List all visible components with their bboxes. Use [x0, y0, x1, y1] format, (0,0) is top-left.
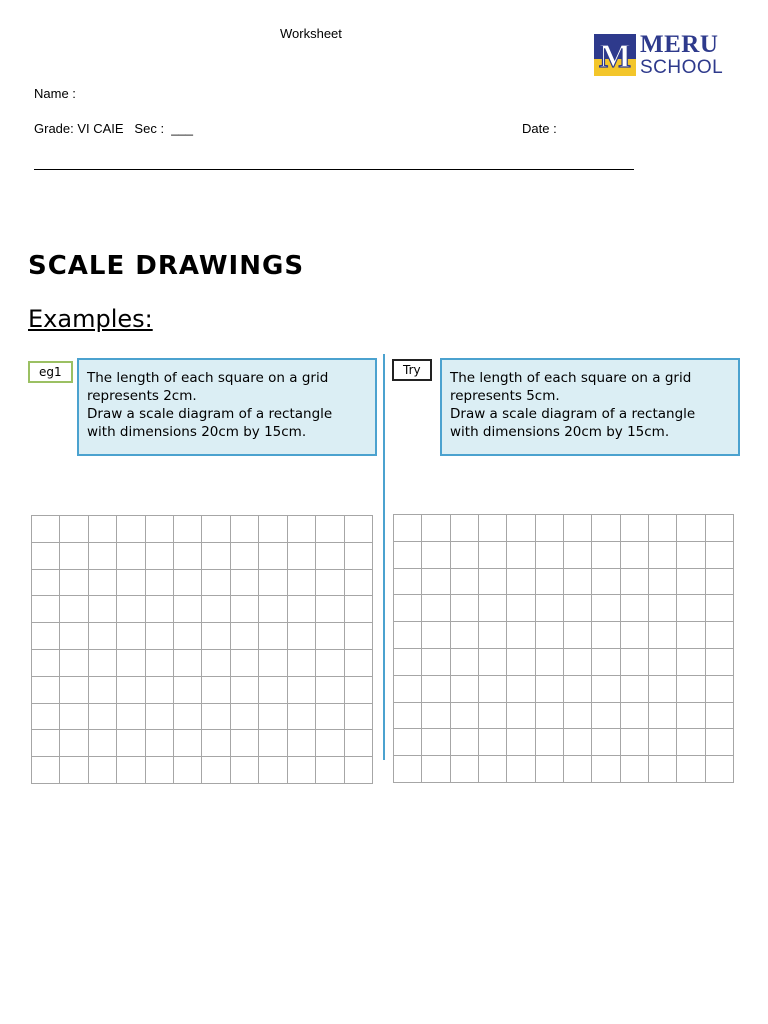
grid-cell — [706, 676, 734, 703]
grid-cell — [316, 677, 344, 704]
grid-cell — [259, 650, 287, 677]
grid-cell — [345, 623, 373, 650]
page-title: SCALE DRAWINGS — [28, 251, 305, 281]
grid-cell — [706, 622, 734, 649]
grid-cell — [592, 622, 620, 649]
column-divider — [383, 354, 385, 760]
grid-cell — [422, 595, 450, 622]
grid-cell — [316, 570, 344, 597]
grid-cell — [146, 623, 174, 650]
example-tag-eg1: eg1 — [28, 361, 73, 383]
grid-cell — [32, 596, 60, 623]
grid-cell — [564, 542, 592, 569]
grid-cell — [649, 729, 677, 756]
grade-section-label: Grade: VI CAIE Sec : ___ — [34, 121, 193, 136]
grid-cell — [146, 543, 174, 570]
grid-cell — [507, 622, 535, 649]
grid-cell — [345, 596, 373, 623]
grid-cell — [231, 730, 259, 757]
grid-cell — [146, 516, 174, 543]
try-drawing-grid — [393, 514, 734, 783]
grid-cell — [649, 676, 677, 703]
grid-cell — [231, 623, 259, 650]
grid-cell — [592, 595, 620, 622]
grid-cell — [706, 756, 734, 783]
grid-cell — [564, 729, 592, 756]
grid-cell — [422, 569, 450, 596]
grid-cell — [479, 515, 507, 542]
grid-cell — [316, 543, 344, 570]
grid-cell — [89, 543, 117, 570]
question-line: with dimensions 20cm by 15cm. — [450, 424, 670, 440]
school-logo — [594, 31, 726, 80]
grid-cell — [259, 516, 287, 543]
example-drawing-grid — [31, 515, 373, 784]
grid-cell — [536, 756, 564, 783]
grid-cell — [677, 703, 705, 730]
grid-cell — [451, 595, 479, 622]
grid-cell — [316, 623, 344, 650]
grid-cell — [706, 595, 734, 622]
grid-cell — [592, 569, 620, 596]
grid-cell — [316, 516, 344, 543]
grid-cell — [60, 516, 88, 543]
grid-cell — [677, 569, 705, 596]
grid-cell — [117, 677, 145, 704]
grid-cell — [479, 729, 507, 756]
question-line: Draw a scale diagram of a rectangle — [450, 406, 696, 422]
grid-cell — [706, 569, 734, 596]
grid-cell — [117, 757, 145, 784]
grid-cell — [117, 543, 145, 570]
question-line: The length of each square on a grid — [87, 370, 329, 386]
grid-cell — [316, 650, 344, 677]
grid-cell — [422, 542, 450, 569]
grid-cell — [621, 676, 649, 703]
grid-cell — [592, 703, 620, 730]
grid-cell — [479, 649, 507, 676]
grid-cell — [117, 704, 145, 731]
grid-cell — [32, 516, 60, 543]
grid-cell — [89, 623, 117, 650]
grid-cell — [288, 543, 316, 570]
grid-cell — [592, 729, 620, 756]
grid-cell — [621, 542, 649, 569]
grid-cell — [507, 729, 535, 756]
grid-cell — [174, 543, 202, 570]
grid-cell — [231, 516, 259, 543]
grid-cell — [231, 677, 259, 704]
grid-cell — [649, 756, 677, 783]
grid-cell — [649, 703, 677, 730]
grid-cell — [174, 730, 202, 757]
grid-cell — [146, 677, 174, 704]
grid-cell — [60, 596, 88, 623]
grid-cell — [288, 570, 316, 597]
grid-cell — [259, 677, 287, 704]
grid-cell — [174, 704, 202, 731]
name-label: Name : — [34, 86, 76, 101]
grid-cell — [89, 596, 117, 623]
grid-cell — [621, 515, 649, 542]
grid-cell — [451, 703, 479, 730]
grid-cell — [451, 622, 479, 649]
grid-cell — [621, 703, 649, 730]
grid-cell — [146, 704, 174, 731]
grid-cell — [174, 516, 202, 543]
grid-cell — [146, 650, 174, 677]
grid-cell — [259, 730, 287, 757]
header-divider-line — [34, 169, 634, 170]
grid-cell — [621, 595, 649, 622]
grid-cell — [202, 570, 230, 597]
grid-cell — [451, 515, 479, 542]
grid-cell — [422, 703, 450, 730]
grid-cell — [507, 676, 535, 703]
grid-cell — [345, 704, 373, 731]
grid-cell — [60, 677, 88, 704]
grid-cell — [32, 543, 60, 570]
grid-cell — [60, 650, 88, 677]
grid-cell — [507, 595, 535, 622]
grid-cell — [479, 595, 507, 622]
grid-cell — [394, 649, 422, 676]
grid-cell — [677, 542, 705, 569]
grid-cell — [592, 542, 620, 569]
worksheet-header: Worksheet — [280, 26, 342, 41]
grid-cell — [117, 596, 145, 623]
grid-cell — [451, 729, 479, 756]
grid-cell — [677, 649, 705, 676]
grid-cell — [621, 756, 649, 783]
grid-cell — [649, 542, 677, 569]
grid-cell — [536, 515, 564, 542]
grid-cell — [117, 730, 145, 757]
grid-cell — [146, 730, 174, 757]
grid-cell — [394, 756, 422, 783]
grid-cell — [564, 515, 592, 542]
question-line: with dimensions 20cm by 15cm. — [87, 424, 307, 440]
grid-cell — [649, 595, 677, 622]
question-line: represents 2cm. — [87, 388, 197, 404]
grid-cell — [345, 677, 373, 704]
grid-cell — [60, 570, 88, 597]
grid-cell — [536, 595, 564, 622]
grid-cell — [202, 757, 230, 784]
grid-cell — [536, 622, 564, 649]
grid-cell — [564, 676, 592, 703]
grid-cell — [507, 542, 535, 569]
logo-text-meru: MERU — [640, 31, 719, 58]
grid-cell — [288, 596, 316, 623]
grid-cell — [345, 516, 373, 543]
grid-cell — [507, 569, 535, 596]
grid-cell — [507, 515, 535, 542]
grid-cell — [288, 757, 316, 784]
question-line: Draw a scale diagram of a rectangle — [87, 406, 333, 422]
grid-cell — [89, 650, 117, 677]
grid-cell — [706, 649, 734, 676]
grid-cell — [202, 730, 230, 757]
grid-cell — [677, 515, 705, 542]
grid-cell — [677, 756, 705, 783]
grid-cell — [422, 756, 450, 783]
grid-cell — [89, 516, 117, 543]
grid-cell — [564, 703, 592, 730]
question-line: The length of each square on a grid — [450, 370, 692, 386]
grid-cell — [649, 622, 677, 649]
grid-cell — [231, 757, 259, 784]
svg-text:M: M — [598, 38, 632, 75]
grid-cell — [422, 515, 450, 542]
grid-cell — [677, 622, 705, 649]
grid-cell — [649, 569, 677, 596]
grid-cell — [288, 704, 316, 731]
grid-cell — [32, 650, 60, 677]
grid-cell — [259, 757, 287, 784]
grid-cell — [479, 542, 507, 569]
grid-cell — [288, 650, 316, 677]
grid-cell — [89, 704, 117, 731]
grid-cell — [451, 676, 479, 703]
grid-cell — [288, 623, 316, 650]
grid-cell — [32, 757, 60, 784]
grid-cell — [422, 649, 450, 676]
grid-cell — [564, 569, 592, 596]
grid-cell — [451, 569, 479, 596]
grid-cell — [60, 704, 88, 731]
grid-cell — [231, 596, 259, 623]
grid-cell — [32, 623, 60, 650]
grid-cell — [536, 649, 564, 676]
grid-cell — [117, 516, 145, 543]
grid-cell — [479, 622, 507, 649]
grid-cell — [621, 729, 649, 756]
grid-cell — [117, 623, 145, 650]
grid-cell — [345, 543, 373, 570]
grid-cell — [677, 676, 705, 703]
grid-cell — [564, 756, 592, 783]
grid-cell — [394, 515, 422, 542]
grid-cell — [174, 596, 202, 623]
grid-cell — [202, 543, 230, 570]
school-logo-icon — [594, 34, 636, 76]
grid-cell — [89, 730, 117, 757]
grid-cell — [479, 676, 507, 703]
grid-cell — [564, 622, 592, 649]
grid-cell — [259, 596, 287, 623]
grid-cell — [536, 569, 564, 596]
grid-cell — [146, 757, 174, 784]
grid-cell — [345, 757, 373, 784]
grid-cell — [479, 569, 507, 596]
grid-cell — [677, 729, 705, 756]
grid-cell — [564, 595, 592, 622]
grid-cell — [117, 650, 145, 677]
grid-cell — [32, 704, 60, 731]
grid-cell — [231, 704, 259, 731]
grid-cell — [259, 570, 287, 597]
grid-cell — [564, 649, 592, 676]
grid-cell — [451, 756, 479, 783]
grid-cell — [621, 649, 649, 676]
grid-cell — [394, 595, 422, 622]
grid-cell — [592, 756, 620, 783]
grid-cell — [89, 757, 117, 784]
grid-cell — [316, 704, 344, 731]
grid-cell — [592, 676, 620, 703]
grid-cell — [394, 703, 422, 730]
grid-cell — [394, 622, 422, 649]
grid-cell — [259, 704, 287, 731]
grid-cell — [202, 677, 230, 704]
grid-cell — [202, 596, 230, 623]
grid-cell — [117, 570, 145, 597]
grid-cell — [479, 703, 507, 730]
grid-cell — [60, 543, 88, 570]
grid-cell — [451, 649, 479, 676]
grid-cell — [89, 570, 117, 597]
grid-cell — [677, 595, 705, 622]
grid-cell — [345, 570, 373, 597]
grid-cell — [316, 757, 344, 784]
grid-cell — [174, 677, 202, 704]
question-line: represents 5cm. — [450, 388, 560, 404]
try-tag: Try — [392, 359, 432, 381]
grid-cell — [394, 676, 422, 703]
grid-cell — [174, 650, 202, 677]
grid-cell — [231, 650, 259, 677]
grid-cell — [536, 676, 564, 703]
grid-cell — [202, 704, 230, 731]
grid-cell — [32, 677, 60, 704]
grid-cell — [174, 757, 202, 784]
grid-cell — [146, 596, 174, 623]
grid-cell — [422, 622, 450, 649]
grid-cell — [60, 730, 88, 757]
grid-cell — [174, 570, 202, 597]
grid-cell — [202, 650, 230, 677]
grid-cell — [706, 515, 734, 542]
grid-cell — [422, 676, 450, 703]
grid-cell — [706, 703, 734, 730]
grid-cell — [231, 570, 259, 597]
grid-cell — [451, 542, 479, 569]
grid-cell — [536, 729, 564, 756]
grid-cell — [288, 730, 316, 757]
grid-cell — [536, 703, 564, 730]
try-question-box — [440, 358, 740, 456]
grid-cell — [345, 730, 373, 757]
grid-cell — [146, 570, 174, 597]
grid-cell — [394, 569, 422, 596]
grid-cell — [706, 542, 734, 569]
logo-text-school: SCHOOL — [640, 57, 724, 78]
grid-cell — [231, 543, 259, 570]
grid-cell — [32, 730, 60, 757]
grid-cell — [345, 650, 373, 677]
grid-cell — [507, 703, 535, 730]
grid-cell — [536, 542, 564, 569]
grid-cell — [202, 623, 230, 650]
grid-cell — [202, 516, 230, 543]
grid-cell — [507, 649, 535, 676]
grid-cell — [621, 622, 649, 649]
grid-cell — [288, 516, 316, 543]
grid-cell — [60, 757, 88, 784]
grid-cell — [706, 729, 734, 756]
grid-cell — [649, 649, 677, 676]
grid-cell — [288, 677, 316, 704]
grid-cell — [259, 623, 287, 650]
grid-cell — [89, 677, 117, 704]
grid-cell — [32, 570, 60, 597]
grid-cell — [479, 756, 507, 783]
grid-cell — [621, 569, 649, 596]
grid-cell — [60, 623, 88, 650]
grid-cell — [316, 596, 344, 623]
date-label: Date : — [522, 121, 557, 136]
example-question-box — [77, 358, 377, 456]
grid-cell — [394, 729, 422, 756]
grid-cell — [649, 515, 677, 542]
grid-cell — [592, 649, 620, 676]
grid-cell — [316, 730, 344, 757]
section-title: Examples: — [28, 305, 153, 333]
grid-cell — [259, 543, 287, 570]
grid-cell — [174, 623, 202, 650]
grid-cell — [394, 542, 422, 569]
grid-cell — [422, 729, 450, 756]
grid-cell — [592, 515, 620, 542]
grid-cell — [507, 756, 535, 783]
